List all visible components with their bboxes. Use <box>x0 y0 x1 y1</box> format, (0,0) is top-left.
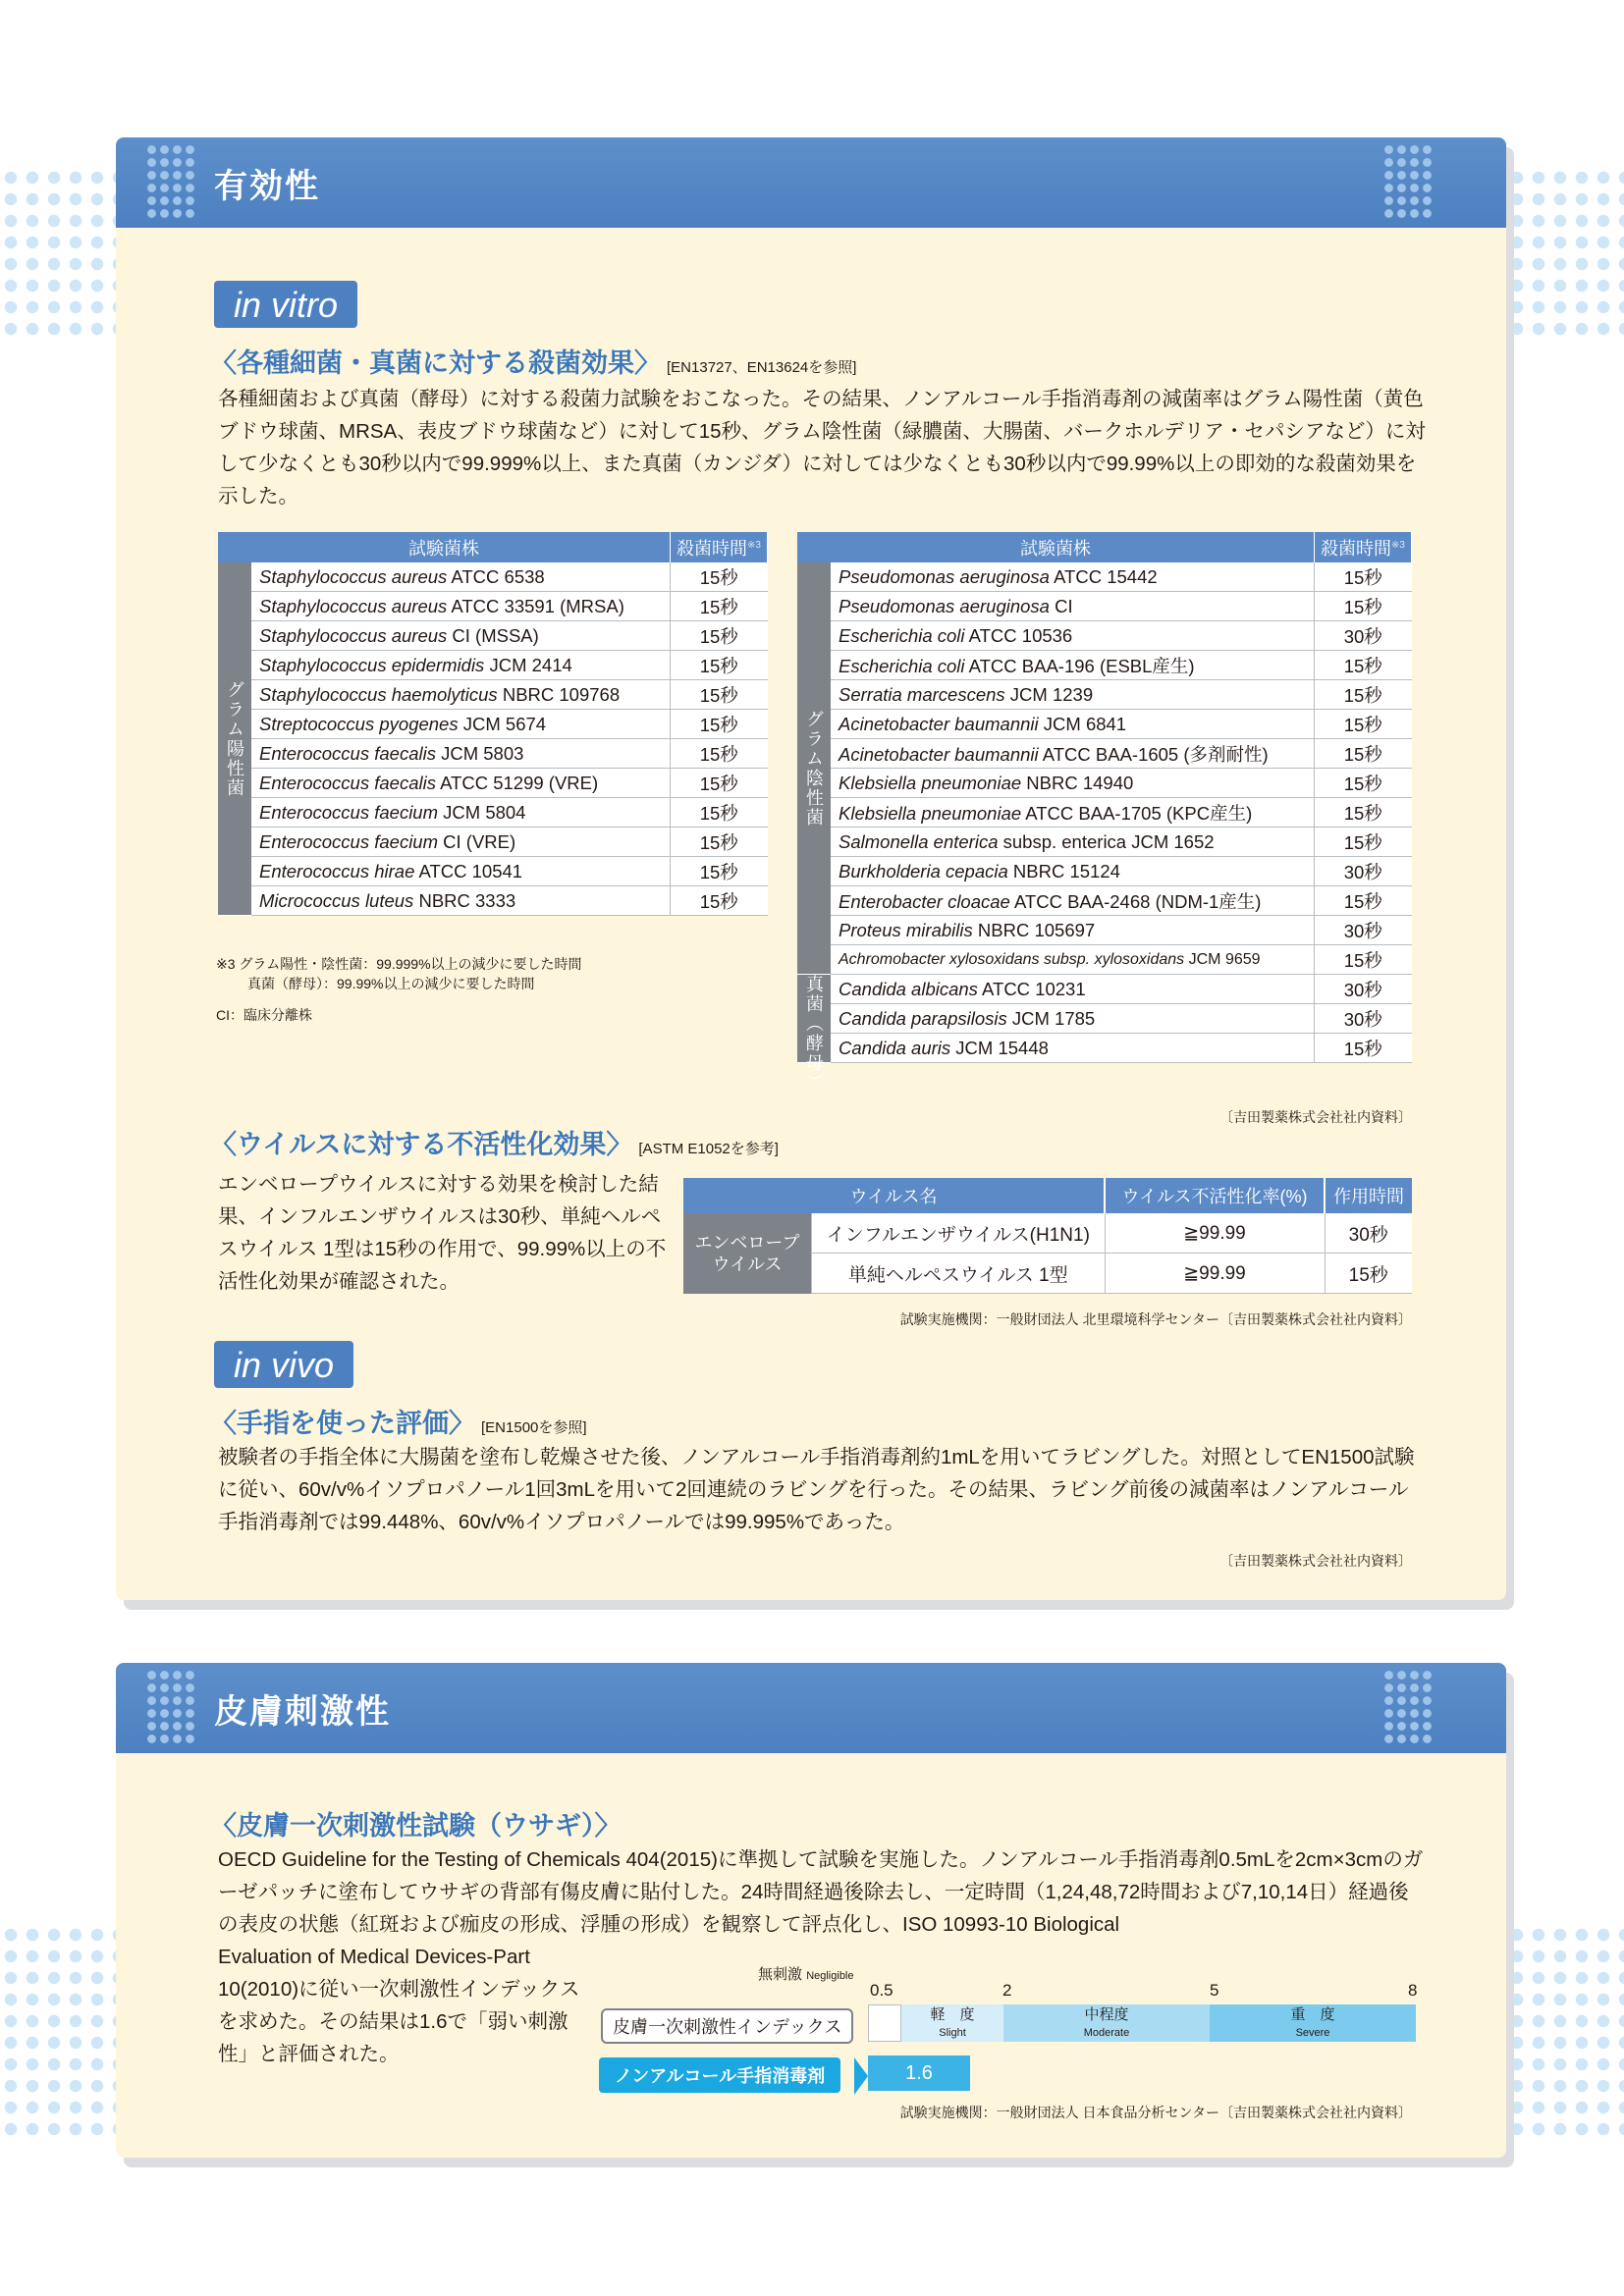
strain-name <box>251 828 671 857</box>
col-time-note: ※3 <box>747 539 761 551</box>
bg-dots-left <box>0 167 116 344</box>
strain-id: ATCC 6538 <box>447 565 545 587</box>
strain-id: JCM 5674 <box>458 713 547 734</box>
strain-id: ATCC 15442 <box>1049 565 1158 587</box>
strain-row <box>797 769 1412 798</box>
strain-name <box>251 769 671 798</box>
product-arrow-icon <box>854 2057 868 2095</box>
kill-time: 15秒 <box>1315 680 1412 710</box>
kill-time: 15秒 <box>671 769 768 798</box>
strain-id: ATCC 33591 (MRSA) <box>447 595 624 616</box>
strain-name <box>251 621 671 651</box>
species-name: Staphylococcus epidermidis <box>259 654 485 675</box>
strain-name <box>831 621 1315 651</box>
strain-row <box>218 769 768 798</box>
skin-body-left: Evaluation of Medical Devices-Part 10(2010)に従い一次刺激性インデックスを求めた。その結果は1.6で「弱い刺激性」と評価された。 <box>218 1946 580 2065</box>
species-name: Pseudomonas aeruginosa <box>839 595 1050 616</box>
irritation-scale <box>597 1963 1439 2110</box>
strain-name <box>251 857 671 886</box>
strain-name <box>831 798 1315 828</box>
strain-name <box>831 1004 1315 1034</box>
strain-row <box>218 828 768 857</box>
strain-id: CI (VRE) <box>438 830 516 852</box>
efficacy-header <box>116 137 1506 228</box>
strain-row <box>797 592 1412 621</box>
kill-time: 15秒 <box>1315 886 1412 916</box>
kill-time: 15秒 <box>1315 562 1412 592</box>
strain-name <box>831 975 1315 1004</box>
strain-name <box>251 739 671 769</box>
footnote-2: 真菌（酵母）：99.99%以上の減少に要した時間 <box>247 976 535 991</box>
col-time-note-right: ※3 <box>1391 539 1405 551</box>
species-name: Escherichia coli <box>839 655 965 676</box>
strain-id: JCM 1239 <box>1004 683 1094 705</box>
strain-name <box>251 680 671 710</box>
species-name: Streptococcus pyogenes <box>259 713 459 734</box>
tick-2: 2 <box>1002 1981 1012 2000</box>
index-label: 皮膚一次刺激性インデックス <box>601 2008 853 2044</box>
kill-time: 15秒 <box>671 739 768 769</box>
header-dots-left-2 <box>145 1669 196 1747</box>
col-time-label: 殺菌時間 <box>677 538 748 559</box>
strain-row <box>797 828 1412 857</box>
kill-time: 15秒 <box>1315 710 1412 739</box>
negligible-jp: 無刺激 <box>758 1966 803 1983</box>
strain-id: ATCC 10541 <box>414 860 523 881</box>
strain-id: NBRC 3333 <box>413 889 516 911</box>
col-time <box>671 532 768 562</box>
strain-id: JCM 9659 <box>1184 950 1261 968</box>
strain-row <box>218 562 768 592</box>
strain-row <box>797 651 1412 680</box>
virus-source: 試験実施機関：一般財団法人 北里環境科学センター〔吉田製薬株式会社社内資料〕 <box>899 1311 1412 1327</box>
strain-id: ATCC BAA-1705 (KPC産生) <box>1021 802 1253 824</box>
virus-name: インフルエンザウイルス(H1N1) <box>812 1213 1106 1254</box>
strain-row <box>797 975 1412 1004</box>
skin-heading: 〈皮膚一次刺激性試験（ウサギ）〉 <box>210 1811 622 1841</box>
kill-time: 15秒 <box>671 798 768 828</box>
species-name: Proteus mirabilis <box>839 919 973 940</box>
bg-dots-left-2 <box>0 1924 116 2140</box>
strain-name <box>831 1034 1315 1063</box>
strain-name <box>831 828 1315 857</box>
kill-time: 15秒 <box>671 886 768 916</box>
source-1: 〔吉田製薬株式会社社内資料〕 <box>1219 1109 1412 1125</box>
kill-time: 15秒 <box>1315 945 1412 975</box>
bactericidal-heading <box>210 342 856 380</box>
strain-id: ATCC 51299 (VRE) <box>435 772 599 793</box>
species-name: Klebsiella pneumoniae <box>839 772 1022 793</box>
col-strain: 試験菌株 <box>218 532 671 562</box>
strain-row <box>797 916 1412 945</box>
strain-name <box>251 651 671 680</box>
species-name: Enterococcus faecalis <box>259 772 436 793</box>
strain-row <box>797 886 1412 916</box>
efficacy-panel <box>116 137 1506 1600</box>
col-time-label-right: 殺菌時間 <box>1321 538 1392 559</box>
strain-name <box>831 916 1315 945</box>
strain-name <box>251 562 671 592</box>
species-name: Enterococcus faecium <box>259 801 439 823</box>
finger-ref: [EN1500を参照] <box>481 1419 587 1436</box>
kill-time: 15秒 <box>671 710 768 739</box>
strain-name <box>251 592 671 621</box>
strain-id: ATCC 10231 <box>977 978 1086 999</box>
kill-time: 30秒 <box>1315 621 1412 651</box>
kill-time: 15秒 <box>671 651 768 680</box>
skin-title: 皮膚刺激性 <box>214 1693 391 1731</box>
strain-id: NBRC 109768 <box>497 683 621 705</box>
strain-row <box>797 857 1412 886</box>
col-virus-rate: ウイルス不活性化率(%) <box>1105 1178 1325 1213</box>
strain-row <box>218 592 768 621</box>
kill-time: 15秒 <box>671 680 768 710</box>
species-name: Candida albicans <box>839 978 978 999</box>
scale-bar <box>868 2004 1416 2042</box>
strain-id: CI <box>1049 595 1073 616</box>
kill-time: 15秒 <box>671 592 768 621</box>
species-name: Staphylococcus aureus <box>259 595 448 616</box>
species-name: Staphylococcus haemolyticus <box>259 683 498 705</box>
severe-band <box>1210 2004 1416 2042</box>
virus-rate: ≧99.99 <box>1105 1254 1325 1294</box>
kill-time: 15秒 <box>671 562 768 592</box>
strain-id: NBRC 14940 <box>1021 772 1134 793</box>
strain-row <box>218 651 768 680</box>
moderate-jp: 中程度 <box>1084 2006 1129 2023</box>
slight-en: Slight <box>939 2027 966 2039</box>
header-dots-right-2 <box>1382 1669 1434 1747</box>
slight-jp: 軽 度 <box>930 2006 975 2023</box>
species-name: Achromobacter xylosoxidans subsp. xylosoxidans <box>839 950 1185 968</box>
negligible-en: Negligible <box>806 1970 854 1982</box>
virus-body: エンベロープウイルスに対する効果を検討した結果、インフルエンザウイルスは30秒、単純ヘルペスウイルス 1型は15秒の作用で、99.99%以上の不活性化効果が確認された。 <box>218 1173 667 1293</box>
severe-en: Severe <box>1295 2027 1330 2039</box>
bactericidal-body: 各種細菌および真菌（酵母）に対する殺菌力試験をおこなった。その結果、ノンアルコール手指消毒剤の減菌率はグラム陽性菌（黄色ブドウ球菌、MRSA、表皮ブドウ球菌など）に対して15秒、グラム陰性菌（緑膿菌、大腸菌、バークホルデリア・セパシアなど）に対して少なくとも30秒以内で99.999%以上、また真菌（カンジダ）に対しては少なくとも30秒以内で99.99%以上の即効的な殺菌効果を示した。 <box>218 388 1426 507</box>
kill-time: 15秒 <box>1315 1034 1412 1063</box>
strain-id: NBRC 105697 <box>972 919 1096 940</box>
skin-header <box>116 1663 1506 1753</box>
species-name: Acinetobacter baumannii <box>839 743 1039 765</box>
virus-ref: [ASTM E1052を参考] <box>638 1141 779 1157</box>
strain-group: 真菌（酵母） <box>797 975 831 1063</box>
gram-positive-table <box>218 532 768 916</box>
kill-time: 15秒 <box>671 621 768 651</box>
strain-row <box>797 710 1412 739</box>
strain-name <box>831 945 1315 975</box>
skin-body-top: OECD Guideline for the Testing of Chemicals 404(2015)に準拠して試験を実施した。ノンアルコール手指消毒剤0.5mLを2cm×3cmのガーゼパッチに塗布してウサギの背部有傷皮膚に貼付した。24時間経過後除去し、一定時間（1,24,48,72時間および7,10,14日）経過後の表皮の状態（紅斑および痂皮の形成、浮腫の形成）を観察して評点化し、ISO 10993-10 Biological <box>218 1848 1424 1936</box>
finger-body: 被験者の手指全体に大腸菌を塗布し乾燥させた後、ノンアルコール手指消毒剤約1mLを用いてラビングした。対照としてEN1500試験に従い、60v/v%イソプロパノール1回3mLを用いて2回連続のラビングを行った。その結果、ラビング前後の減菌率はノンアルコール手指消毒剤では99.448%、60v/v%イソプロパノールでは99.995%であった。 <box>218 1446 1415 1533</box>
species-name: Serratia marcescens <box>839 683 1005 705</box>
strain-id: ATCC BAA-2468 (NDM-1産生) <box>1009 890 1262 912</box>
gram-negative-table <box>797 532 1412 1093</box>
bactericidal-ref: [EN13727、EN13624を参照] <box>667 359 857 376</box>
strain-id: NBRC 15124 <box>1007 860 1120 881</box>
strain-group: グラム陰性菌 <box>797 562 831 975</box>
strain-name <box>831 857 1315 886</box>
strain-row <box>797 798 1412 828</box>
moderate-band <box>1003 2004 1210 2042</box>
virus-table <box>683 1178 1412 1294</box>
virus-row <box>683 1213 1412 1254</box>
col-virus-name: ウイルス名 <box>683 1178 1105 1213</box>
skin-irritation-panel <box>116 1663 1506 2158</box>
virus-group: エンベロープ ウイルス <box>683 1213 812 1294</box>
strain-row <box>797 1004 1412 1034</box>
bg-dots-right-2 <box>1506 1924 1624 2140</box>
kill-time: 15秒 <box>1315 798 1412 828</box>
strain-row <box>797 739 1412 769</box>
virus-rate: ≧99.99 <box>1105 1213 1325 1254</box>
strain-row <box>797 680 1412 710</box>
species-name: Candida auris <box>839 1037 951 1058</box>
kill-time: 30秒 <box>1315 857 1412 886</box>
in-vitro-label: in vitro <box>214 281 357 328</box>
finger-heading <box>210 1402 587 1440</box>
virus-heading <box>210 1123 779 1161</box>
strain-name <box>831 680 1315 710</box>
strain-name <box>831 739 1315 769</box>
kill-time: 15秒 <box>671 828 768 857</box>
strain-row <box>218 739 768 769</box>
strain-row <box>218 621 768 651</box>
strain-row <box>218 710 768 739</box>
bg-dots-right <box>1506 167 1624 344</box>
strain-id: subsp. enterica JCM 1652 <box>998 830 1215 852</box>
negligible-label <box>758 1963 854 1984</box>
strain-id: ATCC 10536 <box>964 624 1073 646</box>
tick-5: 5 <box>1210 1981 1219 2000</box>
col-strain-right: 試験菌株 <box>797 532 1315 562</box>
species-name: Escherichia coli <box>839 624 965 646</box>
strain-name <box>831 886 1315 916</box>
tick-8: 8 <box>1408 1981 1418 2000</box>
species-name: Salmonella enterica <box>839 830 999 852</box>
virus-time: 30秒 <box>1325 1213 1412 1254</box>
species-name: Enterococcus hirae <box>259 860 415 881</box>
severe-jp: 重 度 <box>1290 2006 1335 2023</box>
species-name: Staphylococcus aureus <box>259 624 448 646</box>
strain-name <box>831 562 1315 592</box>
finger-source: 〔吉田製薬株式会社社内資料〕 <box>1219 1553 1412 1569</box>
product-value: 1.6 <box>868 2056 970 2091</box>
kill-time: 15秒 <box>1315 651 1412 680</box>
negligible-band <box>868 2004 901 2042</box>
strain-name <box>251 710 671 739</box>
product-label: ノンアルコール手指消毒剤 <box>599 2057 840 2093</box>
footnote-ci: CI：臨床分離株 <box>216 1007 312 1023</box>
kill-time: 15秒 <box>671 857 768 886</box>
strain-row <box>218 886 768 916</box>
strain-name <box>831 769 1315 798</box>
kill-time: 30秒 <box>1315 975 1412 1004</box>
footnote-1: ※3 グラム陽性・陰性菌：99.999%以上の減少に要した時間 <box>216 956 582 972</box>
species-name: Enterobacter cloacae <box>839 890 1010 912</box>
species-name: Staphylococcus aureus <box>259 565 448 587</box>
species-name: Klebsiella pneumoniae <box>839 802 1022 824</box>
kill-time: 15秒 <box>1315 592 1412 621</box>
species-name: Candida parapsilosis <box>839 1007 1007 1029</box>
strain-row <box>218 798 768 828</box>
virus-name: 単純ヘルペスウイルス 1型 <box>812 1254 1106 1294</box>
kill-time: 30秒 <box>1315 916 1412 945</box>
strain-row <box>797 945 1412 975</box>
strain-id: JCM 6841 <box>1038 713 1127 734</box>
col-time-right <box>1315 532 1412 562</box>
header-dots-right <box>1382 143 1434 222</box>
virus-time: 15秒 <box>1325 1254 1412 1294</box>
species-name: Enterococcus faecalis <box>259 742 436 764</box>
species-name: Enterococcus faecium <box>259 830 439 852</box>
strain-id: JCM 1785 <box>1006 1007 1096 1029</box>
in-vivo-label: in vivo <box>214 1341 353 1388</box>
strain-row <box>797 1034 1412 1063</box>
species-name: Micrococcus luteus <box>259 889 414 911</box>
slight-band <box>901 2004 1003 2042</box>
species-name: Burkholderia cepacia <box>839 860 1008 881</box>
tick-0-5: 0.5 <box>870 1981 893 2000</box>
col-virus-time: 作用時間 <box>1325 1178 1412 1213</box>
strain-name <box>831 592 1315 621</box>
header-dots-left <box>145 143 196 222</box>
strain-row <box>797 562 1412 592</box>
strain-group: グラム陽性菌 <box>218 562 251 916</box>
finger-heading-text: 〈手指を使った評価〉 <box>210 1409 475 1438</box>
strain-name <box>831 651 1315 680</box>
species-name: Pseudomonas aeruginosa <box>839 565 1050 587</box>
virus-heading-text: 〈ウイルスに対する不活性化効果〉 <box>210 1130 633 1159</box>
strain-id: ATCC BAA-196 (ESBL産生) <box>964 655 1195 676</box>
strain-row <box>218 857 768 886</box>
strain-id: JCM 5803 <box>435 742 524 764</box>
kill-time: 15秒 <box>1315 739 1412 769</box>
strain-name <box>831 710 1315 739</box>
kill-time: 15秒 <box>1315 828 1412 857</box>
strain-name <box>251 886 671 916</box>
skin-source: 試験実施機関：一般財団法人 日本食品分析センター〔吉田製薬株式会社社内資料〕 <box>899 2105 1412 2120</box>
bactericidal-heading-text: 〈各種細菌・真菌に対する殺菌効果〉 <box>210 348 661 378</box>
efficacy-title: 有効性 <box>214 168 320 205</box>
kill-time: 30秒 <box>1315 1004 1412 1034</box>
species-name: Acinetobacter baumannii <box>839 713 1039 734</box>
moderate-en: Moderate <box>1083 2027 1130 2039</box>
strain-id: CI (MSSA) <box>447 624 539 646</box>
strain-name <box>251 798 671 828</box>
strain-id: JCM 5804 <box>438 801 526 823</box>
strain-id: ATCC BAA-1605 (多剤耐性) <box>1038 743 1269 765</box>
strain-id: JCM 2414 <box>484 654 572 675</box>
strain-id: JCM 15448 <box>950 1037 1049 1058</box>
strain-row <box>797 621 1412 651</box>
kill-time: 15秒 <box>1315 769 1412 798</box>
strain-row <box>218 680 768 710</box>
